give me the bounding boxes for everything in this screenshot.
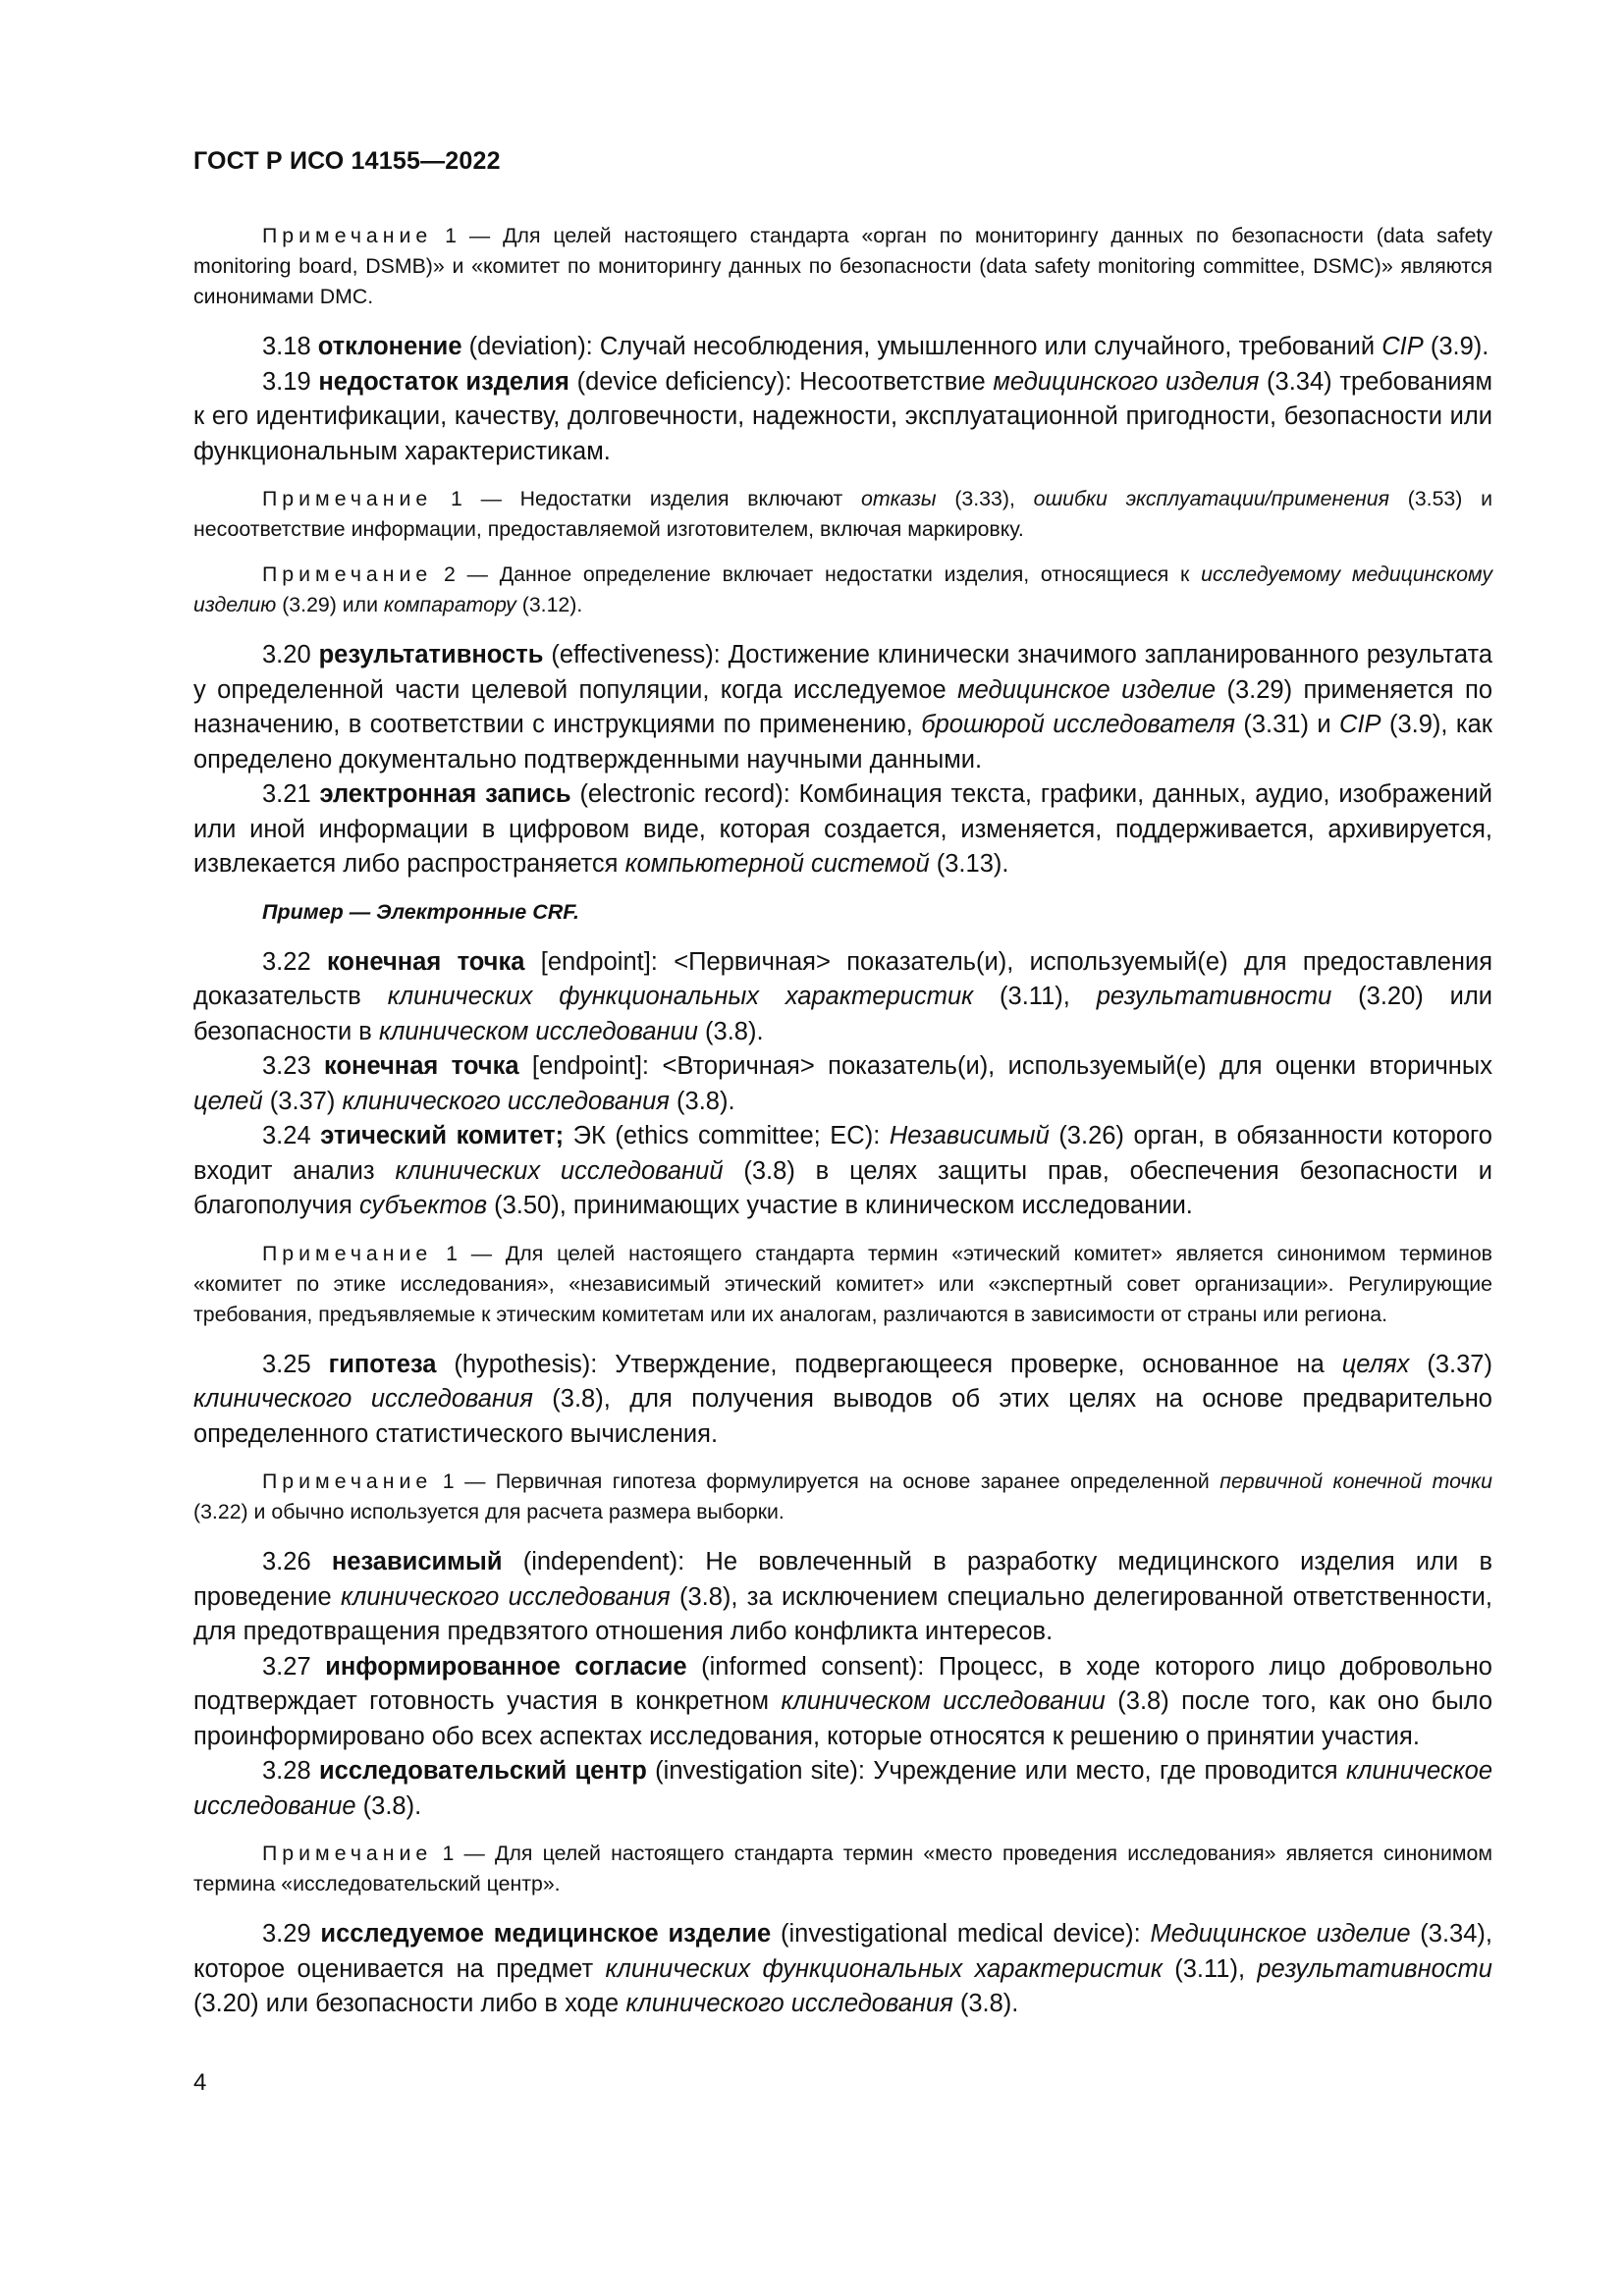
note-number: 1 [446, 1241, 458, 1265]
definition-text: Случай несоблюдения, умышленного или случайного, требований [599, 333, 1376, 360]
term: информированное согласие [325, 1652, 687, 1681]
term: конечная точка [324, 1052, 519, 1080]
definition-text: (3.9), как определено документально подтвержденными научными данными. [193, 711, 1492, 774]
italic-reference: компьютерной системой [624, 850, 930, 878]
definition-3-25 [193, 1348, 1492, 1453]
term-english: ЭК (ethics committee; EC): [572, 1122, 881, 1149]
italic-reference: клинического исследования [193, 1385, 533, 1413]
italic-reference: целях [1341, 1350, 1410, 1378]
italic-reference: целей [193, 1087, 263, 1115]
definition-text: (3.34) требованиям к его идентификации, качеству, долговечности, надежности, эксплуатационной пригодности, безопасности или функциональным характеристикам. [193, 367, 1492, 465]
italic-reference: брошюрой исследователя [921, 711, 1235, 738]
definition-text: (3.9). [1430, 333, 1489, 360]
italic-reference: клинического исследования [625, 1990, 953, 2017]
note-label: Примечание [262, 1842, 433, 1865]
document-body [193, 221, 1492, 2022]
italic-reference: CIP [1381, 333, 1424, 360]
definition-3-29 [193, 1917, 1492, 2022]
term: исследовательский центр [318, 1757, 647, 1785]
definition-text: (3.50), принимающих участие в клиническом исследовании. [494, 1192, 1193, 1219]
italic-reference: клинических функциональных характеристик [387, 983, 974, 1010]
definition-text: Утверждение, подвергающееся проверке, основанное на [615, 1350, 1325, 1378]
definition-text: (3.31) и [1243, 711, 1331, 738]
italic-reference: клинического исследования [340, 1582, 671, 1611]
definition-3-23 [193, 1049, 1492, 1119]
note-device-deficiency-2: Примечание 2 — Данное определение включает недостатки изделия, относящиеся к исследуемому медицинскому изделию (3.29) или компаратору (3.12). [193, 562, 1492, 616]
term: конечная точка [327, 947, 525, 976]
clause-number: 3.18 [262, 333, 311, 360]
definition-text: <Вторичная> показатель(и), используемый(е) для оценки вторичных [662, 1052, 1492, 1080]
note-label: Примечание [262, 487, 433, 510]
definition-text: (3.8). [959, 1990, 1019, 2017]
term-english: [endpoint]: [531, 1052, 650, 1080]
definition-text: Комбинация текста, графики, данных, аудио, изображений или иной информации в цифровом виде, которая создается, изменяется, поддерживается, архивируется, извлекается либо распространяется [193, 780, 1492, 878]
definition-text: (3.20) или безопасности либо в ходе [193, 1990, 620, 2017]
definition-text: (3.26) орган, в обязанности которого входит анализ [193, 1122, 1492, 1185]
clause-number: 3.20 [262, 641, 311, 668]
term-english: (investigation site): [655, 1757, 865, 1785]
italic-reference: исследуемому медицинскому изделию [193, 562, 1492, 616]
note-number: 1 [442, 1842, 455, 1865]
note-text: (3.12). [521, 593, 583, 616]
italic-reference: результативности [1096, 983, 1332, 1010]
term-english: (hypothesis): [454, 1350, 598, 1378]
note-label: Примечание [262, 1241, 433, 1265]
term: результативность [318, 641, 544, 668]
note-number: 1 [451, 487, 462, 510]
clause-number: 3.25 [262, 1350, 311, 1378]
italic-reference: клинического исследования [342, 1087, 670, 1115]
note-number: 1 [445, 224, 458, 247]
italic-reference: медицинского изделия [993, 367, 1260, 396]
italic-reference: первичной конечной точки [1219, 1469, 1492, 1493]
definition-text: (3.13). [936, 850, 1009, 878]
italic-reference: Независимый [889, 1122, 1050, 1149]
page-number: 4 [193, 2069, 207, 2096]
clause-number: 3.23 [262, 1052, 311, 1080]
term: электронная запись [319, 780, 571, 808]
note-text: Для целей настоящего стандарта «орган по мониторингу данных по безопасности (data safety monitoring board, DSMB)» и «комитет по мониторингу данных по безопасности (data safety monitoring committee, DSMC)» являются синонимами DMC. [193, 224, 1492, 308]
definition-text: <Первичная> показатель(и), используемый(е) для предоставления доказательств [193, 947, 1493, 1010]
clause-number: 3.19 [262, 367, 311, 396]
definition-text: (3.8). [705, 1017, 764, 1045]
term: независимый [331, 1548, 503, 1575]
note-ethics-committee: Примечание 1 — Для целей настоящего стандарта термин «этический комитет» является синонимом терминов «комитет по этике исследования», «независимый этический комитет» или «экспертный совет организации». Регулирующие требования, предъявляемые к этическим комитетам или их аналогам, различаются в зависимости от страны или региона. [193, 1241, 1492, 1326]
italic-reference: клиническом исследовании [378, 1017, 698, 1045]
example-electronic-crf: Пример — Электронные CRF. [262, 899, 579, 924]
note-dmc: Примечание 1 — Для целей настоящего стандарта «орган по мониторингу данных по безопасности (data safety monitoring board, DSMB)» и «комитет по мониторингу данных по безопасности (data safety monitoring committee, DSMC)» являются синонимами DMC. [193, 224, 1492, 308]
note-label: Примечание [262, 562, 433, 586]
definition-text: (3.8), за исключением специально делегированной ответственности, для предотвращения предвзятого отношения либо конфликта интересов. [193, 1582, 1493, 1645]
note-text: Для целей настоящего стандарта термин «этический комитет» является синонимом терминов «комитет по этике исследования», «независимый этический комитет» или «экспертный совет организации». Регулирующие требования, предъявляемые к этическим комитетам или их аналогам, различаются в зависимости от страны или региона. [193, 1241, 1492, 1326]
term-english: (investigational medical device): [781, 1920, 1141, 1948]
note-investigation-site: Примечание 1 — Для целей настоящего стандарта термин «место проведения исследования» является синонимом термина «исследовательский центр». [193, 1842, 1492, 1896]
definition-3-22 [193, 945, 1492, 1050]
term-english: [endpoint]: [540, 947, 658, 976]
italic-reference: клинических функциональных характеристик [605, 1954, 1163, 1983]
term: недостаток изделия [318, 367, 569, 396]
clause-number: 3.29 [262, 1920, 311, 1948]
definition-3-20 [193, 638, 1492, 777]
definition-3-28 [193, 1754, 1492, 1824]
term-english: (effectiveness): [551, 641, 721, 668]
definition-text: Учреждение или место, где проводится [873, 1757, 1338, 1785]
italic-reference: компаратору [383, 593, 516, 616]
note-label: Примечание [262, 1469, 433, 1493]
italic-reference: Медицинское изделие [1150, 1920, 1411, 1948]
definition-3-24 [193, 1119, 1492, 1224]
clause-number: 3.27 [262, 1652, 311, 1681]
definition-text: (3.8) в целях защиты прав, обеспечения безопасности и благополучия [193, 1156, 1493, 1219]
definition-text: (3.8), для получения выводов об этих целях на основе предварительно определенного статистического вычисления. [193, 1385, 1492, 1448]
definition-text: (3.37) [1427, 1350, 1492, 1378]
term: отклонение [317, 333, 462, 360]
definition-text: (3.8) после того, как оно было проинформировано обо всех аспектах исследования, которые относятся к решению о принятии участия. [193, 1687, 1492, 1750]
note-text: (3.22) и обычно используется для расчета размера выборки. [193, 1500, 785, 1523]
note-number: 2 [444, 562, 456, 586]
note-label: Примечание [262, 224, 433, 247]
definition-3-26 [193, 1545, 1492, 1650]
italic-reference: отказы [860, 487, 937, 510]
note-text: (3.33), [954, 487, 1015, 510]
clause-number: 3.24 [262, 1122, 311, 1149]
italic-reference: результативности [1257, 1954, 1492, 1983]
italic-reference: клиническом исследовании [781, 1687, 1106, 1715]
clause-number: 3.21 [262, 780, 311, 808]
definition-3-19 [193, 365, 1492, 470]
definition-text: Процесс, в ходе которого лицо добровольно подтверждает готовность участия в конкретном [193, 1652, 1492, 1715]
clause-number: 3.22 [262, 947, 311, 976]
definition-text: (3.20) или безопасности в [193, 983, 1493, 1045]
term-english: (informed consent): [701, 1652, 925, 1681]
definition-3-21 [193, 777, 1492, 882]
italic-reference: субъектов [358, 1192, 488, 1219]
note-text: (3.53) и несоответствие информации, предоставляемой изготовителем, включая маркировку. [193, 487, 1492, 541]
definition-text: (3.34), которое оценивается на предмет [193, 1920, 1492, 1983]
term-english: (deviation): [468, 333, 593, 360]
definition-text: (3.8). [362, 1791, 422, 1820]
italic-reference: CIP [1339, 711, 1381, 738]
term-english: (independent): [522, 1548, 685, 1575]
definition-text: Несоответствие [799, 367, 986, 396]
note-text: Первичная гипотеза формулируется на основе заранее определенной [495, 1469, 1210, 1493]
italic-reference: клиническое исследование [193, 1757, 1493, 1820]
note-text: Недостатки изделия включают [519, 487, 843, 510]
term: этический комитет; [320, 1122, 565, 1149]
italic-reference: клинических исследований [395, 1156, 724, 1185]
term: исследуемое медицинское изделие [320, 1920, 772, 1948]
definition-text: Не вовлеченный в разработку медицинского изделия или в проведение [193, 1548, 1493, 1611]
definition-text: (3.8). [677, 1087, 735, 1115]
note-text: (3.29) или [282, 593, 378, 616]
note-text: Данное определение включает недостатки изделия, относящиеся к [499, 562, 1190, 586]
definition-text: (3.29) применяется по назначению, в соответствии с инструкциями по применению, [193, 675, 1492, 738]
definition-3-27 [193, 1650, 1492, 1755]
definition-text: (3.11), [1000, 983, 1070, 1010]
italic-reference: ошибки эксплуатации/применения [1033, 487, 1389, 510]
clause-number: 3.26 [262, 1548, 311, 1575]
definition-3-18 [193, 330, 1492, 365]
document-header: ГОСТ Р ИСО 14155—2022 [193, 147, 501, 175]
clause-number: 3.28 [262, 1757, 311, 1785]
term-english: (device deficiency): [576, 367, 792, 396]
term-english: (electronic record): [579, 780, 790, 808]
note-device-deficiency-1: Примечание 1 — Недостатки изделия включают отказы (3.33), ошибки эксплуатации/применения (3.53) и несоответствие информации, предоставляемой изготовителем, включая маркировку. [193, 487, 1492, 541]
italic-reference: медицинское изделие [957, 675, 1217, 704]
note-text: Для целей настоящего стандарта термин «место проведения исследования» является синонимом термина «исследовательский центр». [193, 1842, 1492, 1896]
term: гипотеза [328, 1350, 437, 1378]
definition-text: (3.11), [1174, 1954, 1246, 1983]
definition-text: (3.37) [269, 1087, 336, 1115]
definition-text: Достижение клинически значимого запланированного результата у определенной части целевой популяции, когда исследуемое [193, 641, 1493, 704]
note-hypothesis: Примечание 1 — Первичная гипотеза формулируется на основе заранее определенной первичной конечной точки (3.22) и обычно используется для расчета размера выборки. [193, 1469, 1492, 1523]
note-number: 1 [442, 1469, 455, 1493]
